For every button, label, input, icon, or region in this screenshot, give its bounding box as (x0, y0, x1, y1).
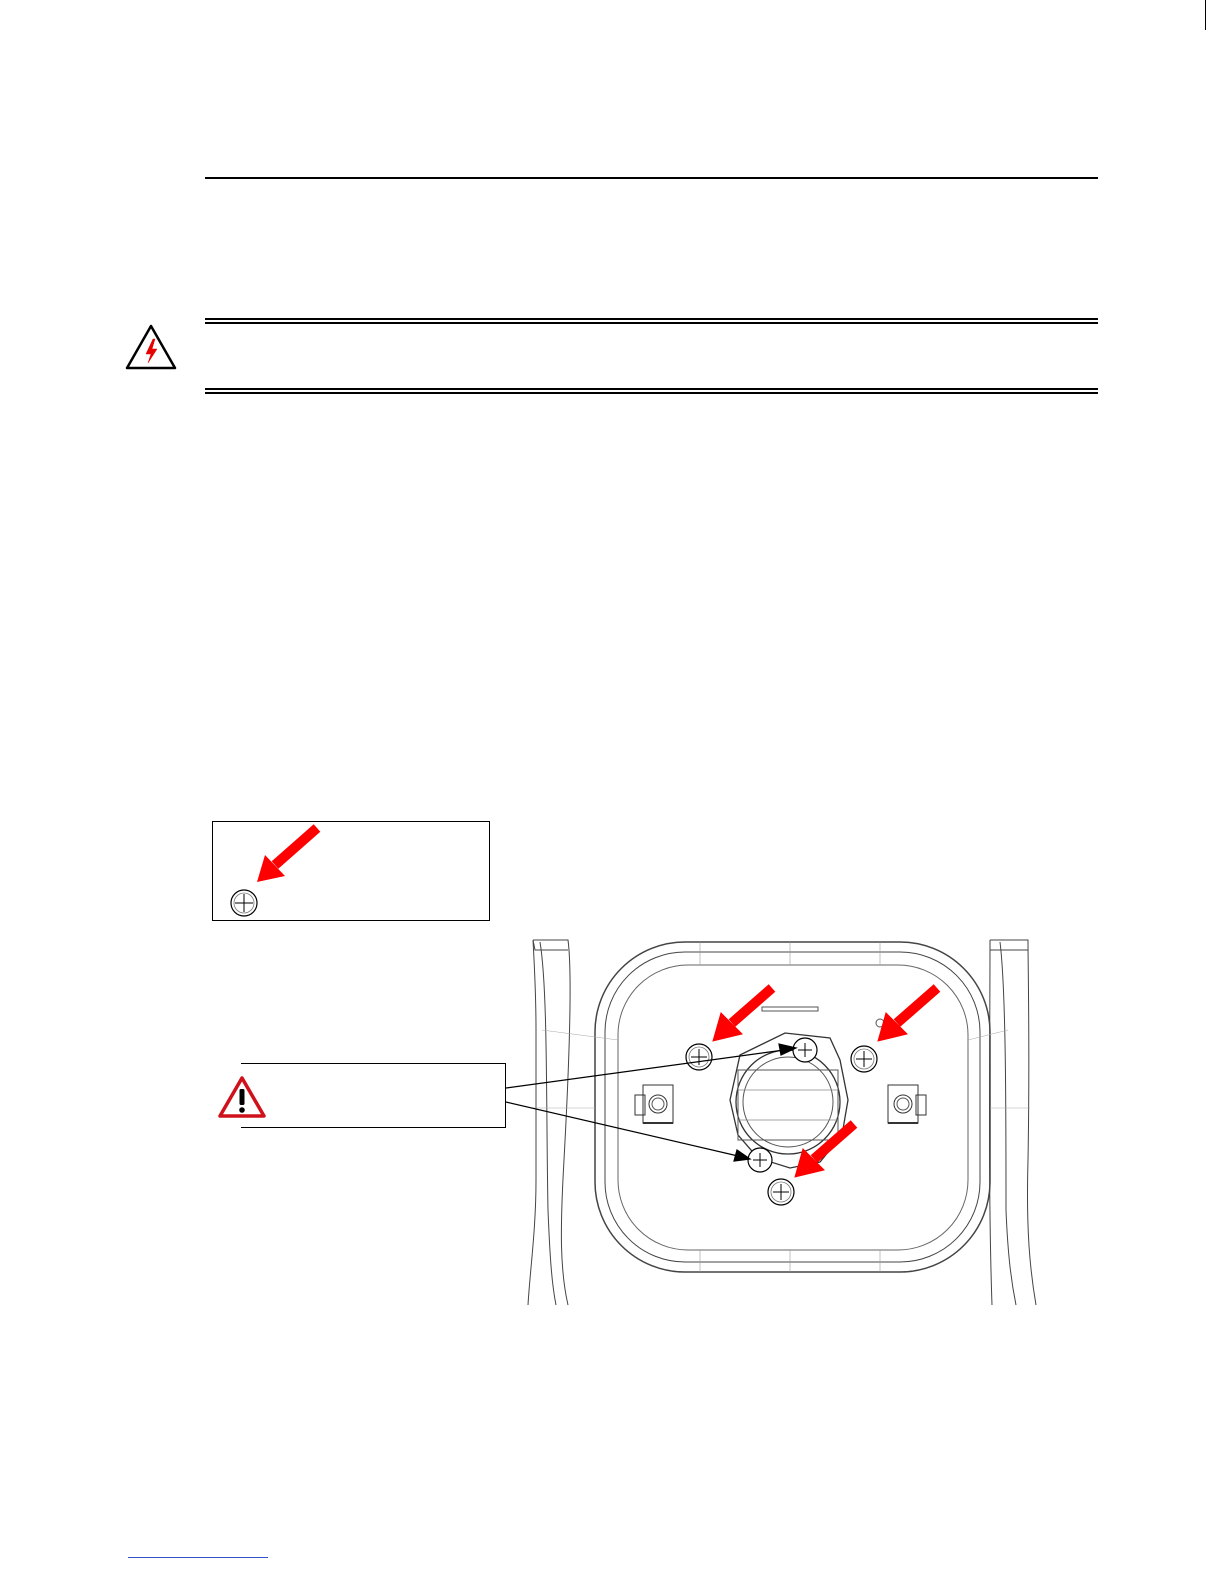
electrical-hazard-icon (124, 323, 178, 371)
screw-top-left (686, 1044, 712, 1070)
warning-bottom-rule (205, 388, 1098, 394)
footnote-link-rule (128, 1557, 268, 1558)
caution-triangle-icon (217, 1075, 267, 1119)
warning-block (120, 318, 1100, 398)
legend-graphic (213, 822, 488, 919)
red-arrow-top-left (713, 988, 772, 1041)
leader-arrows (506, 1044, 796, 1161)
legend-box (212, 821, 490, 921)
header-rule (205, 177, 1098, 179)
warning-top-rule (205, 318, 1098, 324)
screw-inner-bottom (748, 1148, 772, 1172)
warning-text (205, 338, 1098, 358)
screw-top-right (851, 1046, 877, 1072)
right-bracket (990, 940, 1037, 1305)
screw-inner-top (793, 1038, 817, 1062)
device-base-drawing (500, 930, 1060, 1310)
right-clip (888, 1085, 926, 1123)
page-corner-mark (1205, 0, 1206, 30)
screw-bottom (768, 1179, 794, 1205)
screw-icon (231, 890, 257, 916)
center-ring (736, 1050, 840, 1154)
red-arrow-bottom (795, 1124, 854, 1177)
left-clip (635, 1085, 673, 1123)
red-arrow-icon (257, 828, 317, 882)
red-arrow-top-right (878, 988, 937, 1041)
caution-callout (241, 1063, 506, 1128)
red-arrows (713, 988, 937, 1177)
left-bracket (528, 940, 570, 1305)
